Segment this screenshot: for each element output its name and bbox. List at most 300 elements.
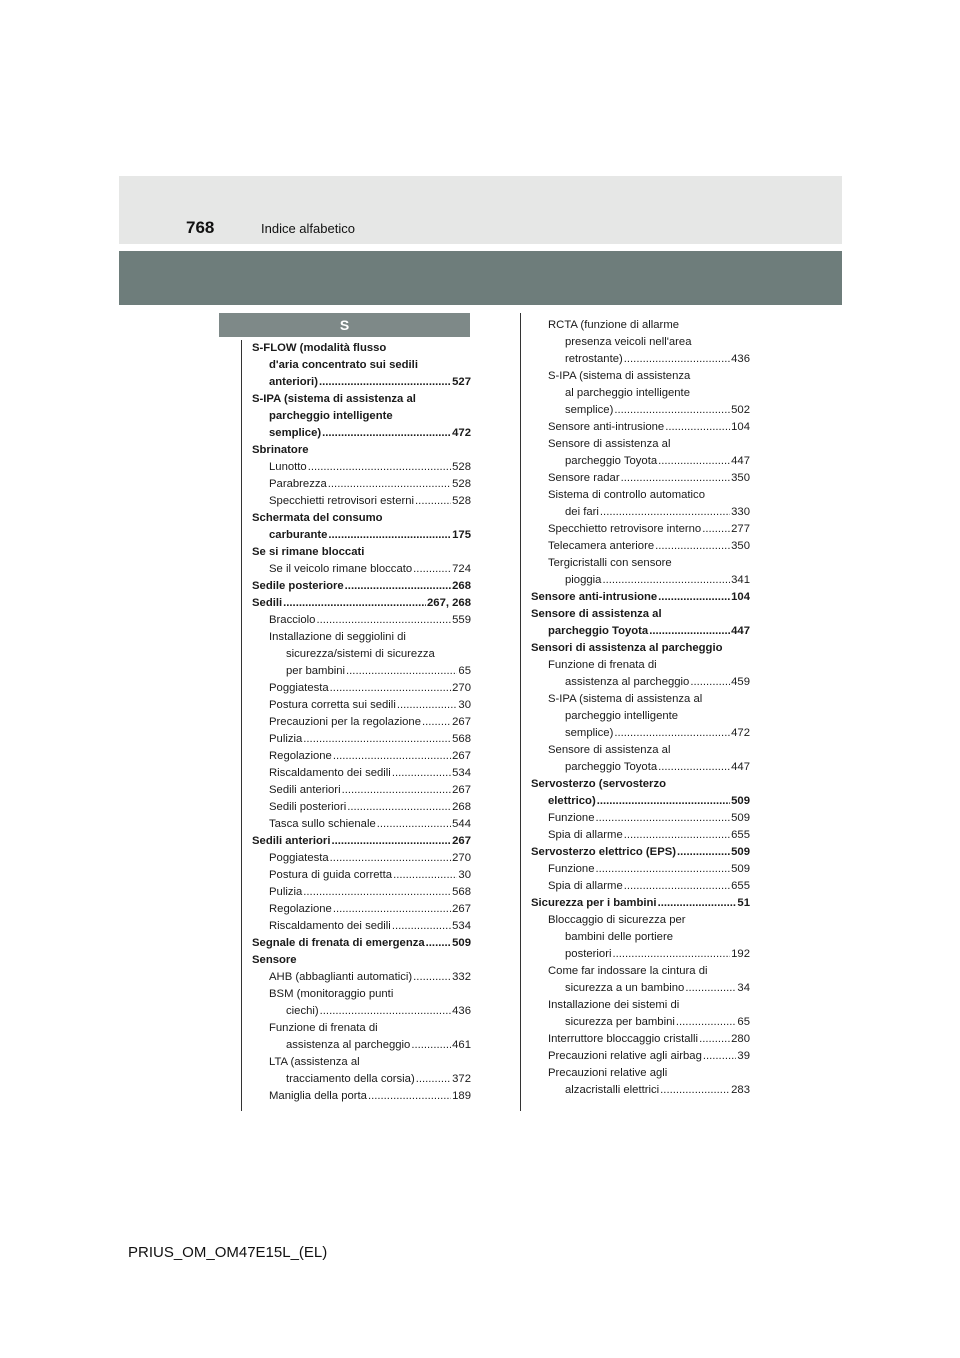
dot-leader bbox=[393, 867, 457, 884]
index-entry bbox=[531, 453, 750, 470]
index-entry bbox=[252, 1003, 471, 1020]
index-entry-page: 270 bbox=[452, 852, 471, 864]
dot-leader bbox=[346, 663, 457, 680]
index-entry-text: carburante bbox=[269, 529, 328, 541]
index-entry-text: ciechi) bbox=[286, 1005, 319, 1017]
index-entry bbox=[531, 351, 750, 368]
dot-leader bbox=[303, 731, 451, 748]
index-entry-text: parcheggio intelligente bbox=[269, 410, 393, 422]
index-entry-page: 39 bbox=[737, 1050, 750, 1062]
index-entry-text: AHB (abbaglianti automatici) bbox=[269, 971, 413, 983]
index-entry bbox=[252, 493, 471, 510]
index-entry-text: Specchietti retrovisori esterni bbox=[269, 495, 415, 507]
index-entry-text: tracciamento della corsia) bbox=[286, 1073, 415, 1085]
index-entry-page: 534 bbox=[452, 920, 471, 932]
index-entry bbox=[252, 459, 471, 476]
index-entry bbox=[252, 680, 471, 697]
index-entry bbox=[252, 408, 471, 425]
index-entry-text: Come far indossare la cintura di bbox=[548, 965, 708, 977]
dot-leader bbox=[320, 1003, 451, 1020]
index-entry-page: 509 bbox=[452, 937, 471, 949]
index-entry-text: sicurezza a un bambino bbox=[565, 982, 685, 994]
index-entry-page: 372 bbox=[452, 1073, 471, 1085]
header-bar bbox=[119, 176, 842, 244]
dot-leader bbox=[308, 459, 451, 476]
dot-leader bbox=[614, 402, 730, 419]
dot-leader bbox=[665, 419, 730, 436]
page-title: Indice alfabetico bbox=[261, 221, 355, 236]
index-entry-text: Sensore di assistenza al bbox=[548, 744, 671, 756]
index-entry-text: assistenza al parcheggio bbox=[565, 676, 690, 688]
index-entry-page: 436 bbox=[452, 1005, 471, 1017]
index-entry-text: bambini delle portiere bbox=[565, 931, 674, 943]
index-entry-text: Funzione di frenata di bbox=[548, 659, 657, 671]
index-entry bbox=[252, 527, 471, 544]
index-entry-page: 350 bbox=[731, 540, 750, 552]
index-entry-text: Spia di allarme bbox=[548, 880, 623, 892]
index-entry-page: 461 bbox=[452, 1039, 471, 1051]
index-entry bbox=[531, 436, 750, 453]
index-entry-page: 350 bbox=[731, 472, 750, 484]
section-letter-tab: S bbox=[219, 313, 470, 337]
index-entry-page: 192 bbox=[731, 948, 750, 960]
dot-leader bbox=[330, 850, 451, 867]
dot-leader bbox=[426, 935, 451, 952]
index-entry bbox=[252, 867, 471, 884]
index-entry-page: 509 bbox=[731, 795, 750, 807]
index-entry-text: semplice) bbox=[565, 727, 614, 739]
dot-leader bbox=[322, 425, 451, 442]
index-entry bbox=[531, 776, 750, 793]
index-column-right bbox=[531, 317, 750, 1099]
index-entry-text: Sedili anteriori bbox=[252, 835, 331, 847]
index-entry-page: 528 bbox=[452, 461, 471, 473]
index-entry-text: Poggiatesta bbox=[269, 682, 329, 694]
dot-leader bbox=[413, 969, 451, 986]
dot-leader bbox=[624, 827, 730, 844]
index-entry bbox=[531, 997, 750, 1014]
index-entry-text: Installazione dei sistemi di bbox=[548, 999, 680, 1011]
index-entry-text: Tergicristalli con sensore bbox=[548, 557, 672, 569]
index-entry bbox=[531, 1014, 750, 1031]
index-entry-text: sicurezza per bambini bbox=[565, 1016, 675, 1028]
dot-leader bbox=[283, 595, 426, 612]
index-entry-text: parcheggio intelligente bbox=[565, 710, 679, 722]
index-entry-page: 447 bbox=[731, 625, 750, 637]
index-entry-text: al parcheggio intelligente bbox=[565, 387, 690, 399]
index-entry-text: Lunotto bbox=[269, 461, 307, 473]
index-entry-text: Poggiatesta bbox=[269, 852, 329, 864]
index-entry-text: Parabrezza bbox=[269, 478, 327, 490]
index-entry bbox=[252, 476, 471, 493]
index-entry bbox=[531, 589, 750, 606]
index-entry-page: 528 bbox=[452, 495, 471, 507]
dot-leader bbox=[685, 980, 736, 997]
index-entry-page: 472 bbox=[452, 427, 471, 439]
index-entry-page: 267 bbox=[452, 784, 471, 796]
index-entry-text: sicurezza/sistemi di sicurezza bbox=[286, 648, 435, 660]
index-entry-page: 502 bbox=[731, 404, 750, 416]
index-entry bbox=[531, 317, 750, 334]
index-entry bbox=[252, 663, 471, 680]
index-entry-text: Interruttore bloccaggio cristalli bbox=[548, 1033, 699, 1045]
index-entry bbox=[252, 1071, 471, 1088]
index-entry-page: 544 bbox=[452, 818, 471, 830]
index-entry bbox=[252, 850, 471, 867]
index-entry-text: Funzione bbox=[548, 812, 595, 824]
dot-leader bbox=[660, 1082, 730, 1099]
dot-leader bbox=[658, 895, 737, 912]
index-entry-page: 267 bbox=[452, 835, 471, 847]
index-entry bbox=[531, 402, 750, 419]
index-entry-text: Spia di allarme bbox=[548, 829, 623, 841]
index-entry bbox=[531, 538, 750, 555]
index-entry-page: 65 bbox=[458, 665, 471, 677]
index-entry bbox=[531, 572, 750, 589]
index-entry-text: Sensore bbox=[252, 954, 297, 966]
index-entry bbox=[531, 1065, 750, 1082]
index-entry-page: 270 bbox=[452, 682, 471, 694]
index-entry-page: 447 bbox=[731, 761, 750, 773]
index-entry-page: 104 bbox=[731, 591, 750, 603]
dot-leader bbox=[411, 1037, 451, 1054]
index-entry-text: Sedili anteriori bbox=[269, 784, 341, 796]
index-entry bbox=[252, 816, 471, 833]
index-entry-page: 528 bbox=[452, 478, 471, 490]
index-entry bbox=[252, 1020, 471, 1037]
index-entry bbox=[252, 714, 471, 731]
index-entry-page: 509 bbox=[731, 812, 750, 824]
dot-leader bbox=[600, 504, 730, 521]
index-entry bbox=[252, 646, 471, 663]
index-entry-page: 267 bbox=[452, 750, 471, 762]
index-entry bbox=[252, 510, 471, 527]
index-entry bbox=[531, 504, 750, 521]
dot-leader bbox=[703, 1048, 737, 1065]
index-entry-text: Bloccaggio di sicurezza per bbox=[548, 914, 686, 926]
index-entry-text: assistenza al parcheggio bbox=[286, 1039, 411, 1051]
index-entry bbox=[252, 578, 471, 595]
dot-leader bbox=[658, 453, 730, 470]
dot-leader bbox=[676, 1014, 737, 1031]
index-entry bbox=[531, 368, 750, 385]
index-entry bbox=[531, 521, 750, 538]
index-entry-page: 330 bbox=[731, 506, 750, 518]
index-entry bbox=[531, 759, 750, 776]
index-entry bbox=[252, 357, 471, 374]
dot-leader bbox=[416, 1071, 451, 1088]
index-entry bbox=[531, 861, 750, 878]
index-entry bbox=[252, 748, 471, 765]
index-entry-page: 189 bbox=[452, 1090, 471, 1102]
index-entry bbox=[252, 765, 471, 782]
index-entry-page: 527 bbox=[452, 376, 471, 388]
index-entry-text: Funzione di frenata di bbox=[269, 1022, 378, 1034]
center-column-divider bbox=[520, 313, 521, 1111]
index-entry bbox=[252, 1088, 471, 1105]
index-entry bbox=[531, 963, 750, 980]
index-entry bbox=[531, 810, 750, 827]
index-entry bbox=[531, 946, 750, 963]
dot-leader bbox=[303, 884, 451, 901]
index-entry bbox=[531, 725, 750, 742]
index-entry bbox=[531, 895, 750, 912]
index-entry bbox=[531, 419, 750, 436]
index-entry-page: 51 bbox=[737, 897, 750, 909]
index-entry bbox=[252, 918, 471, 935]
index-entry bbox=[531, 827, 750, 844]
index-entry bbox=[531, 844, 750, 861]
dot-leader bbox=[595, 810, 730, 827]
index-entry-page: 34 bbox=[737, 982, 750, 994]
index-entry-page: 568 bbox=[452, 733, 471, 745]
dot-leader bbox=[612, 946, 730, 963]
dot-leader bbox=[658, 759, 730, 776]
dot-leader bbox=[702, 521, 730, 538]
index-entry-page: 283 bbox=[731, 1084, 750, 1096]
index-entry bbox=[531, 742, 750, 759]
dot-leader bbox=[392, 765, 451, 782]
index-entry-text: Se il veicolo rimane bloccato bbox=[269, 563, 413, 575]
dot-leader bbox=[331, 833, 451, 850]
index-entry-page: 104 bbox=[731, 421, 750, 433]
index-entry-text: Sbrinatore bbox=[252, 444, 309, 456]
index-entry-text: Tasca sullo schienale bbox=[269, 818, 376, 830]
index-entry-text: Bracciolo bbox=[269, 614, 316, 626]
index-entry bbox=[252, 629, 471, 646]
dot-leader bbox=[413, 561, 451, 578]
index-entry bbox=[252, 1037, 471, 1054]
index-entry-text: Pulizia bbox=[269, 886, 303, 898]
index-entry-text: Sicurezza per i bambini bbox=[531, 897, 657, 909]
index-entry-text: Sensore anti-intrusione bbox=[531, 591, 658, 603]
index-entry-text: pioggia bbox=[565, 574, 602, 586]
index-entry-text: Specchietto retrovisore interno bbox=[548, 523, 702, 535]
index-entry-text: Servosterzo elettrico (EPS) bbox=[531, 846, 677, 858]
index-entry-text: LTA (assistenza al bbox=[269, 1056, 360, 1068]
dot-leader bbox=[319, 374, 451, 391]
index-entry-text: Postura di guida corretta bbox=[269, 869, 393, 881]
section-banner bbox=[119, 251, 842, 305]
index-entry-page: 267 bbox=[452, 903, 471, 915]
document-code: PRIUS_OM_OM47E15L_(EL) bbox=[128, 1244, 328, 1261]
index-entry bbox=[252, 969, 471, 986]
index-entry-text: Installazione di seggiolini di bbox=[269, 631, 406, 643]
index-entry bbox=[252, 935, 471, 952]
index-entry-page: 280 bbox=[731, 1033, 750, 1045]
index-entry-text: Se si rimane bloccati bbox=[252, 546, 365, 558]
dot-leader bbox=[624, 351, 730, 368]
dot-leader bbox=[316, 612, 451, 629]
index-entry bbox=[252, 561, 471, 578]
index-entry-text: per bambini bbox=[286, 665, 346, 677]
index-entry-text: semplice) bbox=[269, 427, 322, 439]
index-entry-text: anteriori) bbox=[269, 376, 318, 388]
index-entry-text: posteriori bbox=[565, 948, 612, 960]
dot-leader bbox=[602, 572, 730, 589]
index-entry-page: 534 bbox=[452, 767, 471, 779]
index-entry-page: 447 bbox=[731, 455, 750, 467]
index-entry bbox=[531, 929, 750, 946]
index-entry-text: Telecamera anteriore bbox=[548, 540, 655, 552]
index-entry-page: 559 bbox=[452, 614, 471, 626]
index-entry bbox=[252, 833, 471, 850]
index-entry-text: Sensore di assistenza al bbox=[531, 608, 662, 620]
dot-leader bbox=[415, 493, 451, 510]
index-entry-page: 175 bbox=[452, 529, 471, 541]
index-entry bbox=[252, 544, 471, 561]
index-entry-text: Sensori di assistenza al parcheggio bbox=[531, 642, 723, 654]
index-entry-text: d'aria concentrato sui sedili bbox=[269, 359, 418, 371]
index-column-left bbox=[252, 340, 471, 1105]
index-entry bbox=[252, 340, 471, 357]
index-entry bbox=[531, 623, 750, 640]
index-entry-text: Regolazione bbox=[269, 750, 332, 762]
index-entry bbox=[531, 470, 750, 487]
index-entry bbox=[252, 595, 471, 612]
index-entry bbox=[252, 442, 471, 459]
index-entry bbox=[531, 487, 750, 504]
index-entry bbox=[531, 674, 750, 691]
index-entry bbox=[252, 731, 471, 748]
index-entry-page: 267, 268 bbox=[427, 597, 471, 609]
index-entry bbox=[531, 980, 750, 997]
index-entry-page: 277 bbox=[731, 523, 750, 535]
index-entry-text: BSM (monitoraggio punti bbox=[269, 988, 394, 1000]
index-entry-text: Schermata del consumo bbox=[252, 512, 383, 524]
index-entry bbox=[252, 1054, 471, 1071]
index-entry-text: S-IPA (sistema di assistenza al bbox=[548, 693, 703, 705]
index-entry-page: 436 bbox=[731, 353, 750, 365]
index-entry-page: 655 bbox=[731, 829, 750, 841]
dot-leader bbox=[621, 470, 731, 487]
index-entry-page: 509 bbox=[731, 863, 750, 875]
index-entry-text: semplice) bbox=[565, 404, 614, 416]
index-entry bbox=[252, 391, 471, 408]
index-entry-text: presenza veicoli nell'area bbox=[565, 336, 692, 348]
index-entry-text: Riscaldamento dei sedili bbox=[269, 767, 391, 779]
index-entry bbox=[252, 799, 471, 816]
index-entry-page: 459 bbox=[731, 676, 750, 688]
index-entry-text: RCTA (funzione di allarme bbox=[548, 319, 680, 331]
dot-leader bbox=[397, 697, 458, 714]
index-entry-text: Sensore anti-intrusione bbox=[548, 421, 665, 433]
index-entry-page: 509 bbox=[731, 846, 750, 858]
index-entry-text: Sistema di controllo automatico bbox=[548, 489, 705, 501]
index-entry bbox=[531, 1082, 750, 1099]
dot-leader bbox=[377, 816, 451, 833]
index-entry-text: Pulizia bbox=[269, 733, 303, 745]
index-entry-text: Sensore di assistenza al bbox=[548, 438, 671, 450]
index-entry bbox=[252, 884, 471, 901]
dot-leader bbox=[392, 918, 451, 935]
index-entry-text: S-IPA (sistema di assistenza bbox=[548, 370, 691, 382]
index-entry-text: Sedili bbox=[252, 597, 283, 609]
dot-leader bbox=[655, 538, 730, 555]
index-entry-text: Regolazione bbox=[269, 903, 332, 915]
dot-leader bbox=[677, 844, 730, 861]
index-entry bbox=[531, 912, 750, 929]
index-entry-page: 30 bbox=[458, 869, 471, 881]
index-entry-page: 30 bbox=[458, 699, 471, 711]
index-entry bbox=[531, 691, 750, 708]
dot-leader bbox=[342, 782, 452, 799]
index-entry-text: retrostante) bbox=[565, 353, 623, 365]
index-entry bbox=[531, 657, 750, 674]
index-entry-text: Precauzioni relative agli airbag bbox=[548, 1050, 702, 1062]
index-entry-text: Funzione bbox=[548, 863, 595, 875]
index-entry-text: Sensore radar bbox=[548, 472, 620, 484]
index-entry bbox=[252, 901, 471, 918]
index-entry-text: Maniglia della porta bbox=[269, 1090, 367, 1102]
dot-leader bbox=[330, 680, 451, 697]
index-entry bbox=[531, 793, 750, 810]
index-entry-page: 268 bbox=[452, 580, 471, 592]
index-entry-text: dei fari bbox=[565, 506, 599, 518]
index-entry-page: 332 bbox=[452, 971, 471, 983]
index-entry-page: 341 bbox=[731, 574, 750, 586]
index-entry-text: elettrico) bbox=[548, 795, 596, 807]
index-entry-page: 655 bbox=[731, 880, 750, 892]
index-entry bbox=[531, 606, 750, 623]
index-entry bbox=[531, 1031, 750, 1048]
dot-leader bbox=[368, 1088, 451, 1105]
dot-leader bbox=[328, 476, 451, 493]
dot-leader bbox=[649, 623, 730, 640]
dot-leader bbox=[347, 799, 451, 816]
index-entry-page: 568 bbox=[452, 886, 471, 898]
index-entry bbox=[252, 782, 471, 799]
index-entry-text: Postura corretta sui sedili bbox=[269, 699, 396, 711]
left-column-divider bbox=[241, 340, 242, 1111]
dot-leader bbox=[699, 1031, 730, 1048]
index-entry bbox=[252, 612, 471, 629]
dot-leader bbox=[595, 861, 730, 878]
index-entry-text: alzacristalli elettrici bbox=[565, 1084, 660, 1096]
index-entry bbox=[531, 640, 750, 657]
index-entry-page: 268 bbox=[452, 801, 471, 813]
dot-leader bbox=[333, 748, 451, 765]
index-entry-text: Riscaldamento dei sedili bbox=[269, 920, 391, 932]
index-entry bbox=[531, 385, 750, 402]
dot-leader bbox=[624, 878, 730, 895]
index-entry-text: Precauzioni per la regolazione bbox=[269, 716, 421, 728]
index-entry-text: parcheggio Toyota bbox=[565, 455, 658, 467]
index-entry bbox=[531, 1048, 750, 1065]
index-entry-text: parcheggio Toyota bbox=[548, 625, 649, 637]
index-entry-page: 267 bbox=[452, 716, 471, 728]
index-entry bbox=[252, 697, 471, 714]
page-number: 768 bbox=[186, 218, 215, 237]
dot-leader bbox=[333, 901, 451, 918]
index-entry bbox=[252, 952, 471, 969]
dot-leader bbox=[328, 527, 451, 544]
index-entry bbox=[252, 986, 471, 1003]
index-entry-text: Segnale di frenata di emergenza bbox=[252, 937, 425, 949]
dot-leader bbox=[345, 578, 451, 595]
index-entry-text: S-FLOW (modalità flusso bbox=[252, 342, 387, 354]
index-entry-page: 724 bbox=[452, 563, 471, 575]
index-entry-page: 65 bbox=[737, 1016, 750, 1028]
dot-leader bbox=[658, 589, 730, 606]
index-entry-text: S-IPA (sistema di assistenza al bbox=[252, 393, 416, 405]
dot-leader bbox=[422, 714, 451, 731]
index-entry-text: Servosterzo (servosterzo bbox=[531, 778, 666, 790]
index-entry-text: Sedile posteriore bbox=[252, 580, 344, 592]
dot-leader bbox=[597, 793, 730, 810]
dot-leader bbox=[690, 674, 730, 691]
index-entry bbox=[252, 374, 471, 391]
